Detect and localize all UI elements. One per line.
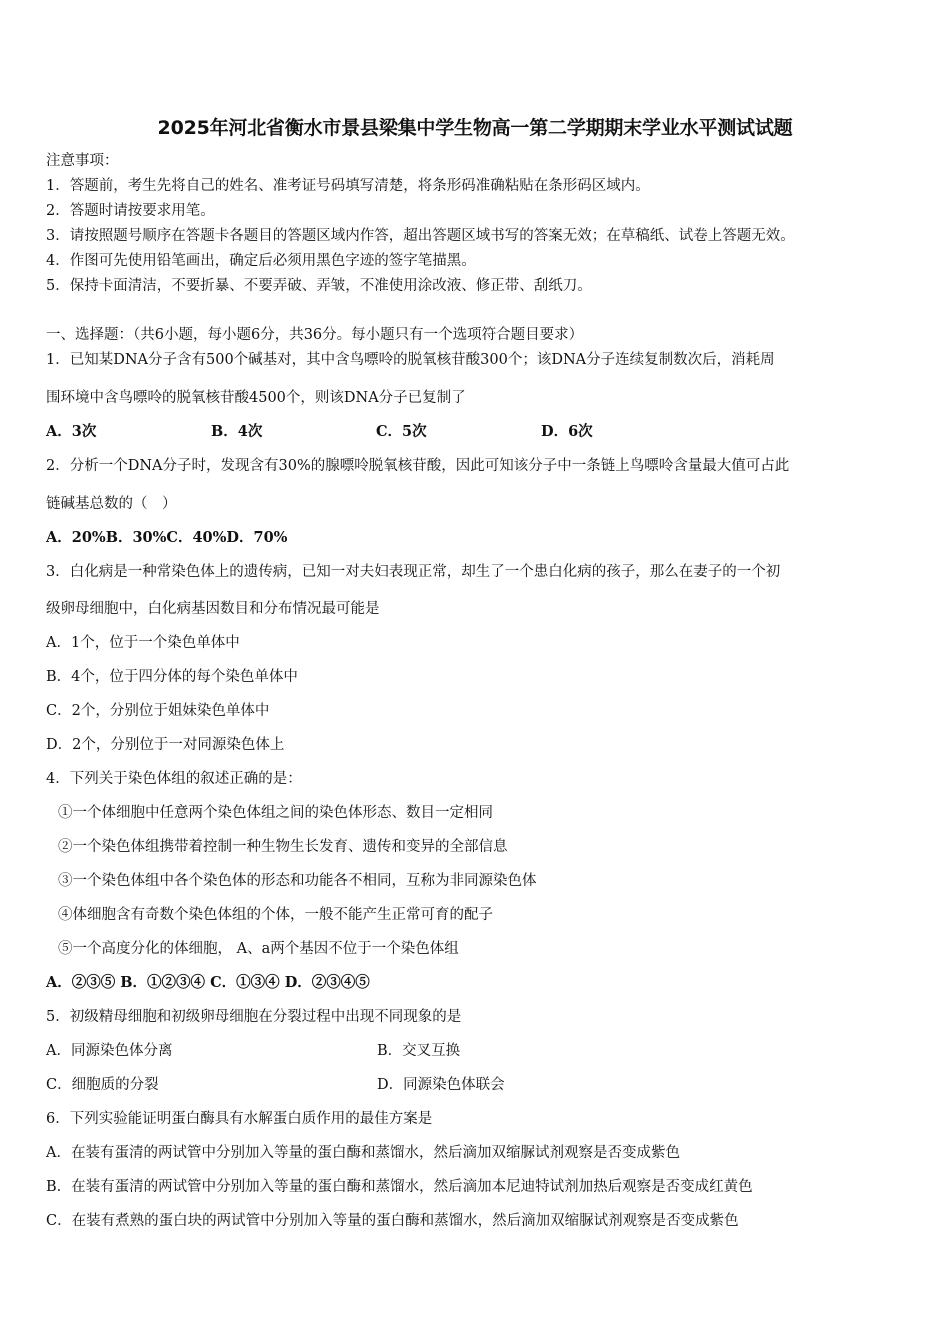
q3-line2: 级卵母细胞中，白化病基因数目和分布情况最可能是	[46, 601, 380, 617]
q1-line2: 围环境中含鸟嘌呤的脱氧核苷酸4500个，则该DNA分子已复制了	[46, 390, 466, 406]
q4-options: A．②③⑤ B．①②③④ C．①③④ D．②③④⑤	[46, 974, 370, 991]
q2-line1: 2．分析一个DNA分子时，发现含有30%的腺嘌呤脱氧核苷酸，因此可知该分子中一条链上鸟嘌呤含量最大值可占此	[46, 458, 790, 474]
q5-options-row2	[46, 1075, 505, 1095]
q2-line2: 链碱基总数的（ ）	[46, 496, 177, 512]
section-heading: 一、选择题：（共6小题，每小题6分，共36分。每小题只有一个选项符合题目要求）	[46, 327, 584, 343]
q1-option-a: A．3次	[46, 423, 97, 440]
notice-item-5: 5．保持卡面清洁，不要折暴、不要弄破、弄皱，不准使用涂改液、修正带、刮纸刀。	[46, 278, 592, 294]
q1-line1: 1．已知某DNA分子含有500个碱基对，其中含鸟嘌呤的脱氧核苷酸300个；该DNA分子连续复制数次后，消耗周	[46, 352, 775, 368]
q5-option-d: D．同源染色体联会	[377, 1077, 505, 1093]
q3-option-b: B．4个，位于四分体的每个染色单体中	[46, 669, 298, 685]
q4-statement-3: ③一个染色体组中各个染色体的形态和功能各不相同，互称为非同源染色体	[58, 873, 537, 889]
q1-option-c: C．5次	[376, 423, 427, 440]
notice-item-2: 2．答题时请按要求用笔。	[46, 203, 215, 219]
q5-option-c: C．细胞质的分裂	[46, 1077, 159, 1093]
exam-title: 2025年河北省衡水市景县梁集中学生物高一第二学期期末学业水平测试试题	[157, 117, 793, 139]
q4-statement-1: ①一个体细胞中任意两个染色体组之间的染色体形态、数目一定相同	[58, 805, 493, 821]
q6-option-c: C．在装有煮熟的蛋白块的两试管中分别加入等量的蛋白酶和蒸馏水，然后滴加双缩脲试剂观察是否变成紫色	[46, 1213, 739, 1229]
q4-statement-4: ④体细胞含有奇数个染色体组的个体，一般不能产生正常可育的配子	[58, 907, 493, 923]
notice-item-3: 3．请按照题号顺序在答题卡各题目的答题区域内作答，超出答题区域书写的答案无效；在草稿纸、试卷上答题无效。	[46, 228, 795, 244]
q3-option-a: A．1个，位于一个染色单体中	[46, 635, 240, 651]
q6-option-a: A．在装有蛋清的两试管中分别加入等量的蛋白酶和蒸馏水，然后滴加双缩脲试剂观察是否变成紫色	[46, 1145, 680, 1161]
notice-item-4: 4．作图可先使用铅笔画出，确定后必须用黑色字迹的签字笔描黑。	[46, 253, 476, 269]
notice-heading: 注意事项：	[46, 153, 119, 169]
notice-item-1: 1．答题前，考生先将自己的姓名、准考证号码填写清楚，将条形码准确粘贴在条形码区域内。	[46, 178, 650, 194]
q5-options-row1	[46, 1041, 460, 1061]
q5-option-a: A．同源染色体分离	[46, 1043, 173, 1059]
q4-stem: 4．下列关于染色体组的叙述正确的是：	[46, 771, 302, 787]
q5-option-b: B．交叉互换	[377, 1043, 461, 1059]
q2-options: A．20%B．30%C．40%D．70%	[46, 529, 288, 546]
q1-option-d: D．6次	[541, 423, 593, 440]
q4-statement-2: ②一个染色体组携带着控制一种生物生长发育、遗传和变异的全部信息	[58, 839, 508, 855]
q3-option-c: C．2个，分别位于姐妹染色单体中	[46, 703, 270, 719]
q6-stem: 6．下列实验能证明蛋白酶具有水解蛋白质作用的最佳方案是	[46, 1111, 433, 1127]
q3-line1: 3．白化病是一种常染色体上的遗传病，已知一对夫妇表现正常，却生了一个患白化病的孩子，那么在妻子的一个初	[46, 564, 781, 580]
q6-option-b: B．在装有蛋清的两试管中分别加入等量的蛋白酶和蒸馏水，然后滴加本尼迪特试剂加热后观察是否变成红黄色	[46, 1179, 753, 1195]
q1-options	[46, 422, 593, 442]
q4-statement-5: ⑤一个高度分化的体细胞， A、a两个基因不位于一个染色体组	[58, 941, 459, 957]
q1-option-b: B．4次	[211, 423, 263, 440]
q3-option-d: D．2个，分别位于一对同源染色体上	[46, 737, 285, 753]
q5-stem: 5．初级精母细胞和初级卵母细胞在分裂过程中出现不同现象的是	[46, 1009, 462, 1025]
